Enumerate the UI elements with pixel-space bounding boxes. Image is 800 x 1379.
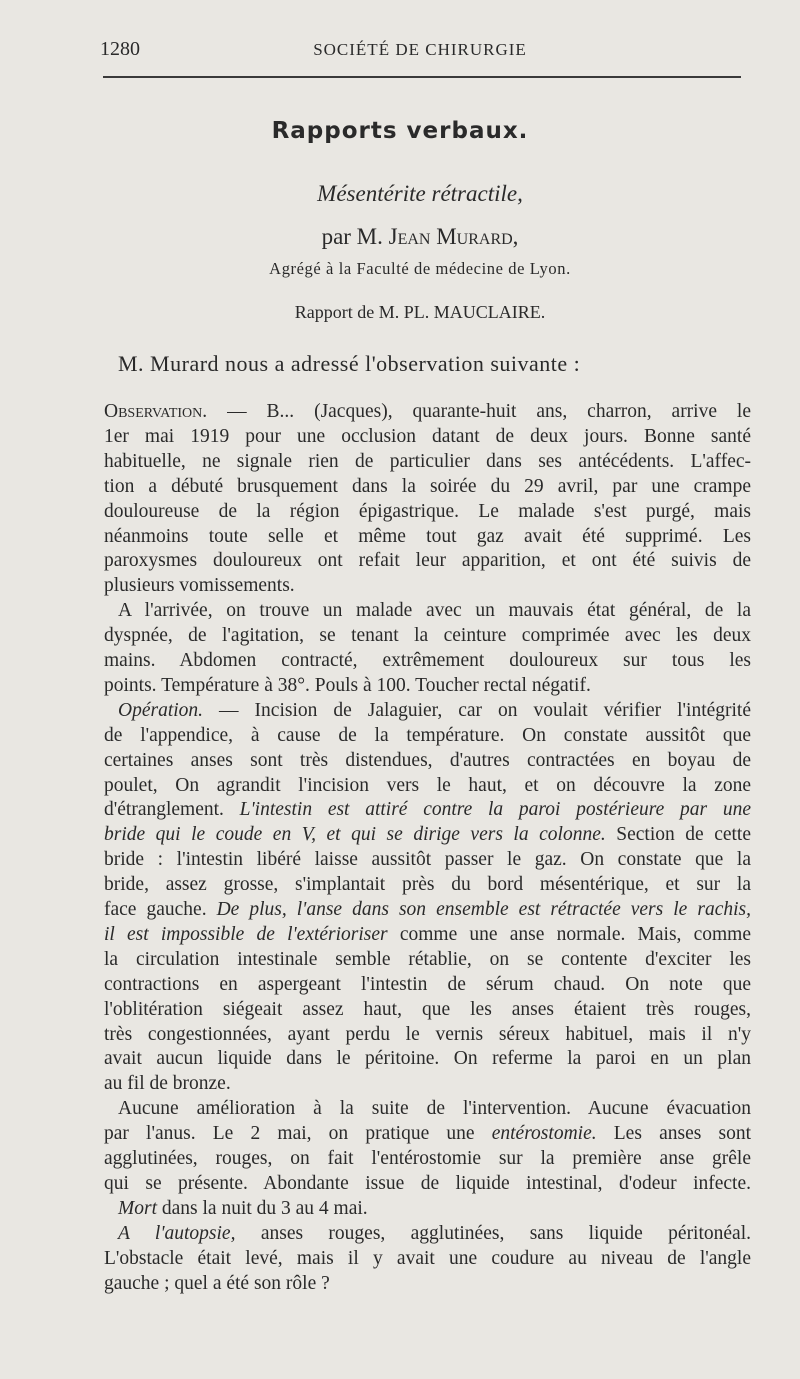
body-line: [104, 549, 751, 573]
text-run: poulet, On agrandit l'incision vers le haut, et on découvre la zone: [104, 774, 751, 796]
text-run: de l'appendice, à cause de la température. On constate aussitôt que: [104, 724, 751, 746]
author-prefix: par M.: [321, 224, 383, 249]
text-run: avait aucun liquide dans le péritoine. On referme la paroi en un plan: [104, 1048, 751, 1070]
text-run: comme une anse normale. Mais, comme: [387, 923, 751, 945]
text-run: l'oblitération siégeait assez haut, que les anses étaient très rouges,: [104, 998, 751, 1020]
italic-run: Opération.: [118, 699, 204, 721]
body-line: [104, 749, 751, 773]
body-line: [104, 998, 751, 1022]
report-line: Rapport de M. PL. MAUCLAIRE.: [294, 302, 546, 322]
body-line: [104, 674, 751, 698]
text-run: Les anses sont: [596, 1123, 751, 1145]
text-run: très congestionnées, ayant perdu le vernis séreux habituel, mais il n'y: [104, 1023, 751, 1045]
text-run: A l'arrivée, on trouve un malade avec un mauvais état général, de la: [118, 600, 751, 622]
text-run: bride : l'intestin libéré laisse aussitôt passer le gaz. On constate que la: [104, 849, 751, 871]
body-line: [104, 425, 751, 449]
text-run: gauche ; quel a été son rôle ?: [104, 1272, 330, 1294]
body-line: [104, 699, 751, 723]
body-line: [104, 1197, 751, 1221]
text-run: par l'anus. Le 2 mai, on pratique une: [104, 1123, 492, 1145]
body-line: [104, 848, 751, 872]
author-affiliation: Agrégé à la Faculté de médecine de Lyon.: [269, 259, 571, 278]
text-run: mains. Abdomen contracté, extrêmement douloureux sur tous les: [104, 650, 751, 671]
text-run: bride, assez grosse, s'implantait près du bord mésentérique, et sur la: [104, 874, 751, 896]
text-run: face gauche.: [104, 899, 217, 920]
text-run: d'étranglement.: [104, 799, 240, 821]
body-line: [104, 1272, 751, 1296]
body-line: [104, 798, 751, 822]
author-line: [0, 224, 800, 250]
body-line: [104, 1097, 751, 1121]
text-run: au fil de bronze.: [104, 1073, 231, 1095]
text-run: la circulation intestinale semble rétablie, on se contente d'exciter les: [104, 948, 751, 970]
body-line: [104, 1047, 751, 1071]
body-line: [104, 400, 751, 424]
section-heading: Rapports verbaux.: [271, 118, 529, 144]
italic-run: entérostomie.: [491, 1123, 597, 1145]
body-line: [104, 1122, 751, 1146]
body-line: [104, 1072, 751, 1096]
text-run: habituelle, ne signale rien de particulier dans ses antécédents. L'affec-: [104, 450, 751, 472]
body-line: [104, 873, 751, 897]
body-line: [104, 774, 751, 798]
body-line: [104, 450, 751, 474]
intro-sentence: M. Murard nous a adressé l'observation suivante :: [118, 351, 581, 376]
body-line: [104, 1172, 751, 1196]
body-line: [104, 624, 751, 648]
body-line: [104, 724, 751, 748]
text-run: L'obstacle était levé, mais il y avait une coudure au niveau de l'angle: [104, 1247, 751, 1269]
body-line: [104, 599, 751, 623]
body-line: [104, 973, 751, 997]
text-run: paroxysmes douloureux ont refait leur apparition, et ont été suivis de: [104, 550, 751, 572]
text-run: dyspnée, de l'agitation, se tenant la ceinture comprimée avec les deux: [104, 625, 751, 647]
body-line: [104, 500, 751, 524]
text-run: douloureuse de la région épigastrique. Le malade s'est purgé, mais: [104, 500, 751, 522]
body-line: [104, 574, 751, 598]
article-title: Mésentérite rétractile,: [317, 181, 523, 206]
small-caps-run: Observation.: [104, 401, 208, 422]
body-line: [104, 525, 751, 549]
text-run: — Incision de Jalaguier, car on voulait vérifier l'intégrité: [203, 699, 751, 721]
body-line: [104, 898, 751, 922]
body-line: [104, 823, 751, 847]
body-line: [104, 1147, 751, 1171]
italic-run: Mort: [118, 1197, 157, 1219]
text-run: plusieurs vomissements.: [104, 575, 295, 597]
italic-run: il est impossible de l'extérioriser: [104, 923, 388, 945]
text-run: anses rouges, agglutinées, sans liquide péritonéal.: [235, 1222, 751, 1244]
italic-run: bride qui le coude en V, et qui se dirige vers la colonne.: [104, 824, 606, 846]
text-run: Aucune amélioration à la suite de l'intervention. Aucune évacuation: [118, 1098, 751, 1120]
text-run: tion a débuté brusquement dans la soirée du 29 avril, par une crampe: [104, 475, 751, 497]
text-run: points. Température à 38°. Pouls à 100. Toucher rectal négatif.: [104, 674, 591, 696]
running-title: SOCIÉTÉ DE CHIRURGIE: [313, 40, 527, 59]
body-line: [104, 948, 751, 972]
body-line: [104, 1023, 751, 1047]
text-run: contractions en aspergeant l'intestin de sérum chaud. On note que: [104, 973, 751, 995]
page-header: [100, 38, 740, 62]
text-run: néanmoins toute selle et même tout gaz avait été supprimé. Les: [104, 525, 751, 547]
text-run: — B... (Jacques), quarante-huit ans, charron, arrive le: [207, 401, 751, 422]
text-run: Section de cette: [605, 824, 751, 846]
author-name: Jean Murard,: [388, 224, 519, 249]
body-line: [104, 1222, 751, 1246]
header-rule: [103, 76, 741, 78]
text-run: 1er mai 1919 pour une occlusion datant de deux jours. Bonne santé: [104, 425, 751, 447]
body-line: [104, 649, 751, 673]
body-line: [104, 1247, 751, 1271]
text-run: qui se présente. Abondante issue de liquide intestinal, d'odeur infecte.: [104, 1172, 751, 1194]
italic-run: A l'autopsie,: [118, 1222, 236, 1244]
italic-run: L'intestin est attiré contre la paroi postérieure par une: [239, 799, 751, 821]
body-line: [104, 475, 751, 499]
text-run: agglutinées, rouges, on fait l'entérostomie sur la première anse grêle: [104, 1148, 751, 1169]
body-line: [104, 923, 751, 947]
text-run: certaines anses sont très distendues, d'autres contractées en boyau de: [104, 749, 751, 771]
italic-run: De plus, l'anse dans son ensemble est rétractée vers le rachis,: [216, 899, 751, 920]
text-run: dans la nuit du 3 au 4 mai.: [157, 1197, 368, 1219]
page-number: 1280: [100, 38, 140, 60]
